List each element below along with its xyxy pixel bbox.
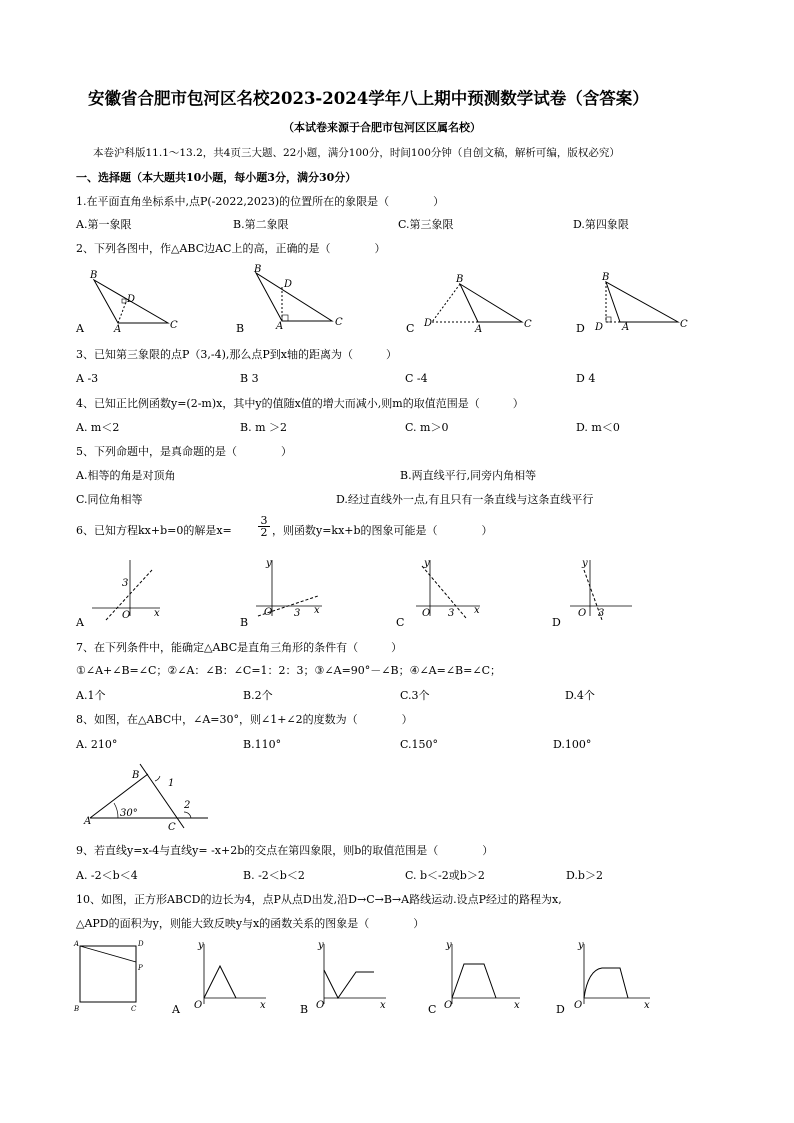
- q3-option-c: C -4: [405, 372, 428, 385]
- q1-stem: 1.在平面直角坐标系中,点P(-2022,2023)的位置所在的象限是（ ）: [76, 195, 445, 208]
- q10-graph-a: [190, 940, 270, 1010]
- q2-option-c: C: [406, 322, 415, 335]
- svg-text:A: A: [475, 324, 483, 335]
- svg-text:y: y: [578, 940, 584, 951]
- section-heading: 一、选择题（本大题共10小题，每小题3分，满分30分）: [76, 171, 357, 184]
- svg-text:y: y: [318, 940, 324, 951]
- svg-text:O: O: [444, 1000, 453, 1011]
- svg-text:x: x: [474, 605, 480, 616]
- svg-text:C: C: [168, 822, 176, 833]
- q4-option-a: A. m＜2: [76, 421, 120, 434]
- svg-text:O: O: [194, 1000, 203, 1011]
- q10-option-d: D: [556, 1003, 565, 1016]
- svg-text:B: B: [254, 264, 262, 275]
- svg-text:2: 2: [184, 800, 191, 811]
- svg-text:A: A: [84, 816, 92, 827]
- svg-text:y: y: [266, 558, 272, 569]
- q8-option-b: B.110°: [243, 738, 282, 751]
- q2-option-a: A: [76, 322, 84, 335]
- q1-option-d: D.第四象限: [573, 218, 629, 231]
- svg-text:O: O: [122, 610, 131, 621]
- q6-fraction-den: 2: [260, 526, 268, 539]
- svg-text:D: D: [127, 294, 136, 305]
- q4-stem: 4、已知正比例函数y=(2-m)x，其中y的值随x值的增大而减小,则m的取值范围是（ ）: [76, 397, 524, 410]
- svg-text:3: 3: [294, 608, 301, 619]
- svg-text:A: A: [74, 940, 80, 948]
- q5-option-c: C.同位角相等: [76, 493, 143, 506]
- q3-stem: 3、已知第三象限的点P（3,-4),那么点P到x轴的距离为（ ）: [76, 348, 398, 361]
- q5-option-d: D.经过直线外一点,有且只有一条直线与这条直线平行: [336, 493, 594, 506]
- svg-text:D: D: [284, 279, 293, 290]
- q6-option-c: C: [396, 616, 405, 629]
- q5-option-a: A.相等的角是对顶角: [76, 469, 176, 482]
- q5-stem: 5、下列命题中，是真命题的是（ ）: [76, 445, 292, 458]
- svg-text:O: O: [316, 1000, 325, 1011]
- q6-fraction: [258, 515, 270, 538]
- svg-text:O: O: [574, 1000, 583, 1011]
- svg-text:y: y: [582, 558, 588, 569]
- svg-text:O: O: [578, 608, 587, 619]
- svg-text:C: C: [524, 319, 532, 330]
- q6-fraction-num: 3: [260, 514, 268, 527]
- q9-option-a: A. -2＜b＜4: [76, 869, 138, 882]
- svg-text:x: x: [380, 1000, 386, 1011]
- q3-option-a: A -3: [76, 372, 99, 385]
- q8-triangle-figure: [84, 760, 214, 832]
- q7-option-d: D.4个: [565, 689, 595, 702]
- svg-text:C: C: [335, 317, 343, 328]
- q10-option-c: C: [428, 1003, 437, 1016]
- source-note: （本试卷来源于合肥市包河区区属名校）: [283, 121, 481, 134]
- svg-text:x: x: [154, 608, 160, 619]
- q6-graph-b: [252, 558, 332, 620]
- q8-stem: 8、如图，在△ABC中，∠A=30°，则∠1+∠2的度数为（ ）: [76, 713, 413, 726]
- svg-text:D: D: [424, 318, 433, 329]
- svg-text:y: y: [446, 940, 452, 951]
- q4-option-c: C. m＞0: [405, 421, 449, 434]
- q3-option-d: D 4: [576, 372, 596, 385]
- q10-square-figure: [72, 938, 152, 1014]
- svg-text:D: D: [595, 322, 604, 333]
- q7-conditions: ①∠A+∠B=∠C；②∠A：∠B：∠C=1：2：3；③∠A=90°－∠B；④∠A=∠B=∠C；: [76, 664, 501, 677]
- svg-text:x: x: [260, 1000, 266, 1011]
- svg-text:x: x: [644, 1000, 650, 1011]
- q9-option-d: D.b＞2: [566, 869, 603, 882]
- q2-option-b: B: [236, 322, 245, 335]
- q6-graph-a: [88, 558, 168, 620]
- q6-stem-end: ，则函数y=kx+b的图象可能是（ ）: [272, 524, 493, 537]
- q5-option-b: B.两直线平行,同旁内角相等: [400, 469, 537, 482]
- q7-option-b: B.2个: [243, 689, 273, 702]
- svg-text:B: B: [74, 1005, 80, 1013]
- page-title: 安徽省合肥市包河区名校2023-2024学年八上期中预测数学试卷（含答案）: [88, 89, 649, 108]
- q3-option-b: B 3: [240, 372, 259, 385]
- svg-text:D: D: [138, 940, 144, 948]
- q2-figure-d: [590, 270, 700, 332]
- q1-option-a: A.第一象限: [76, 218, 132, 231]
- q10-option-a: A: [172, 1003, 180, 1016]
- q2-figure-a: [76, 268, 186, 338]
- svg-text:3: 3: [122, 578, 129, 589]
- svg-text:x: x: [514, 1000, 520, 1011]
- svg-text:C: C: [170, 320, 178, 331]
- q8-option-c: C.150°: [400, 738, 439, 751]
- q10-graph-c: [440, 940, 524, 1010]
- svg-text:C: C: [680, 319, 688, 330]
- svg-text:y: y: [198, 940, 204, 951]
- q6-stem-start: 6、已知方程kx+b=0的解是x=: [76, 524, 232, 537]
- svg-text:3: 3: [598, 608, 605, 619]
- q1-option-b: B.第二象限: [233, 218, 289, 231]
- svg-text:B: B: [602, 272, 610, 283]
- q10-stem-line2: △APD的面积为y，则能大致反映y与x的函数关系的图象是（ ）: [76, 917, 425, 930]
- svg-text:O: O: [264, 607, 273, 618]
- svg-text:C: C: [131, 1005, 137, 1013]
- q2-figure-c: [420, 272, 540, 334]
- svg-text:B: B: [132, 770, 140, 781]
- svg-text:P: P: [138, 964, 143, 972]
- q6-option-d: D: [552, 616, 561, 629]
- q7-stem: 7、在下列条件中，能确定△ABC是直角三角形的条件有（ ）: [76, 641, 403, 654]
- svg-text:1: 1: [168, 778, 175, 789]
- q4-option-d: D. m＜0: [576, 421, 620, 434]
- q2-figure-b: [240, 265, 350, 335]
- q2-stem: 2、下列各图中，作△ABC边AC上的高，正确的是（ ）: [76, 242, 386, 255]
- svg-text:y: y: [424, 558, 430, 569]
- q9-stem: 9、若直线y=x-4与直线y= -x+2b的交点在第四象限，则b的取值范围是（ ）: [76, 844, 494, 857]
- svg-text:A: A: [622, 322, 630, 333]
- q9-option-b: B. -2＜b＜2: [243, 869, 305, 882]
- svg-text:A: A: [276, 321, 284, 332]
- q7-option-c: C.3个: [400, 689, 430, 702]
- q2-option-d: D: [576, 322, 585, 335]
- q8-option-d: D.100°: [553, 738, 592, 751]
- q6-graph-d: [566, 558, 646, 620]
- q4-option-b: B. m ＞2: [240, 421, 288, 434]
- svg-text:B: B: [90, 270, 98, 281]
- q9-option-c: C. b＜-2或b＞2: [405, 869, 485, 882]
- svg-text:3: 3: [448, 608, 455, 619]
- q10-graph-d: [570, 940, 654, 1010]
- q8-option-a: A. 210°: [76, 738, 118, 751]
- svg-text:O: O: [422, 608, 431, 619]
- svg-text:x: x: [314, 605, 320, 616]
- q10-stem-line1: 10、如图，正方形ABCD的边长为4，点P从点D出发,沿D→C→B→A路线运动.设点P经过的路程为x,: [76, 893, 562, 906]
- q6-option-b: B: [240, 616, 249, 629]
- q7-option-a: A.1个: [76, 689, 106, 702]
- svg-text:A: A: [114, 324, 122, 335]
- intro-text: 本卷沪科版11.1～13.2，共4页三大题、22小题，满分100分，时间100分钟（自创文稿，解析可编，版权必究）: [93, 147, 620, 159]
- q6-graph-c: [412, 558, 492, 620]
- q8-angle-label: 30°: [120, 808, 138, 819]
- q10-graph-b: [310, 940, 390, 1010]
- q6-option-a: A: [76, 616, 84, 629]
- q1-option-c: C.第三象限: [398, 218, 454, 231]
- q10-option-b: B: [300, 1003, 309, 1016]
- svg-text:B: B: [456, 274, 464, 285]
